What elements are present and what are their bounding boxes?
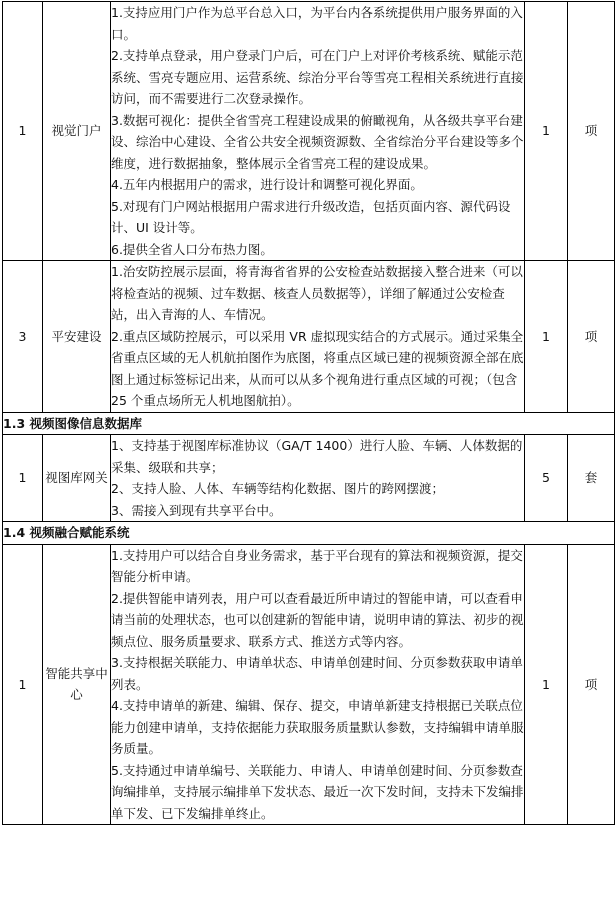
item-name: 智能共享中心 (43, 544, 111, 825)
item-description (111, 2, 525, 261)
table-row (3, 261, 615, 413)
quantity: 1 (525, 261, 568, 413)
unit: 套 (568, 435, 615, 522)
unit: 项 (568, 2, 615, 261)
description-line: 2.提供智能申请列表，用户可以查看最近所申请过的智能申请，可以查看申请当前的处理状态，也可以创建新的智能申请，说明申请的算法、初步的视频点位、服务质量要求、联系方式、推送方式等内容。 (111, 590, 524, 649)
description-line: 1.治安防控展示层面，将青海省省界的公安检查站数据接入整合进来（可以将检查站的视频、过车数据、核查人员数据等），详细了解通过公安检查站，出入青海的人、车情况。 (111, 264, 523, 322)
item-name: 平安建设 (43, 261, 111, 413)
quantity: 1 (525, 2, 568, 261)
description-line: 2.支持单点登录，用户登录门户后，可在门户上对评价考核系统、赋能示范系统、雪亮专题应用、运营系统、综治分平台等雪亮工程相关系统进行直接访问，而不需要进行二次登录操作。 (111, 48, 524, 106)
row-number: 3 (3, 261, 43, 413)
description-line: 3.支持根据关联能力、申请单状态、申请单创建时间、分页参数获取申请单列表。 (111, 655, 523, 692)
row-number: 1 (3, 2, 43, 261)
item-name: 视觉门户 (43, 2, 111, 261)
item-name: 视图库网关 (43, 435, 111, 522)
description-line: 1、支持基于视图库标准协议（GA/T 1400）进行人脸、车辆、人体数据的采集、级联和共享； (111, 438, 523, 475)
table-row (3, 2, 615, 261)
description-line: 2、支持人脸、人体、车辆等结构化数据、图片的跨网摆渡； (111, 481, 444, 496)
section-heading: 1.3 视频图像信息数据库 (3, 412, 615, 435)
unit: 项 (568, 261, 615, 413)
description-line: 1.支持应用门户作为总平台总入口，为平台内各系统提供用户服务界面的入口。 (111, 5, 523, 42)
section-row (3, 522, 615, 545)
description-line: 2.重点区域防控展示，可以采用 VR 虚拟现实结合的方式展示。通过采集全省重点区域的无人机航拍图作为底图，将重点区域已建的视频资源全部在底图上通过标签标记出来，从而可以从多个视角进行重点区域的可视；（包含 25 个重点场所无人机地图航拍）。 (111, 328, 524, 408)
description-line: 3.数据可视化：提供全省雪亮工程建设成果的俯瞰视角，从各级共享平台建设、综治中心建设、全省公共安全视频资源数、全省综治分平台建设等多个维度，进行数据抽象，整体展示全省雪亮工程的建设成果。 (111, 112, 524, 171)
description-line: 4.五年内根据用户的需求，进行设计和调整可视化界面。 (111, 177, 423, 192)
item-description (111, 261, 525, 413)
description-line: 4.支持申请单的新建、编辑、保存、提交，申请单新建支持根据已关联点位能力创建申请单，支持依据能力获取服务质量默认参数，支持编辑申请单服务质量。 (111, 698, 524, 756)
row-number: 1 (3, 435, 43, 522)
table-row (3, 435, 615, 522)
description-line: 1.支持用户可以结合自身业务需求，基于平台现有的算法和视频资源，提交智能分析申请。 (111, 547, 523, 584)
unit: 项 (568, 544, 615, 825)
row-number: 1 (3, 544, 43, 825)
table-row (3, 544, 615, 825)
item-description (111, 435, 525, 522)
description-line: 5.支持通过申请单编号、关联能力、申请人、申请单创建时间、分页参数查询编排单，支持展示编排单下发状态、最近一次下发时间，支持未下发编排单下发、已下发编排单终止。 (111, 762, 524, 821)
description-line: 3、需接入到现有共享平台中。 (111, 502, 282, 518)
description-line: 6.提供全省人口分布热力图。 (111, 241, 273, 257)
section-row (3, 412, 615, 435)
quantity: 1 (525, 544, 568, 825)
item-description (111, 544, 525, 825)
description-line: 5.对现有门户网站根据用户需求进行升级改造，包括页面内容、源代码设计、UI 设计等。 (111, 198, 511, 235)
spec-table (2, 1, 615, 825)
quantity: 5 (525, 435, 568, 522)
section-heading: 1.4 视频融合赋能系统 (3, 522, 615, 545)
